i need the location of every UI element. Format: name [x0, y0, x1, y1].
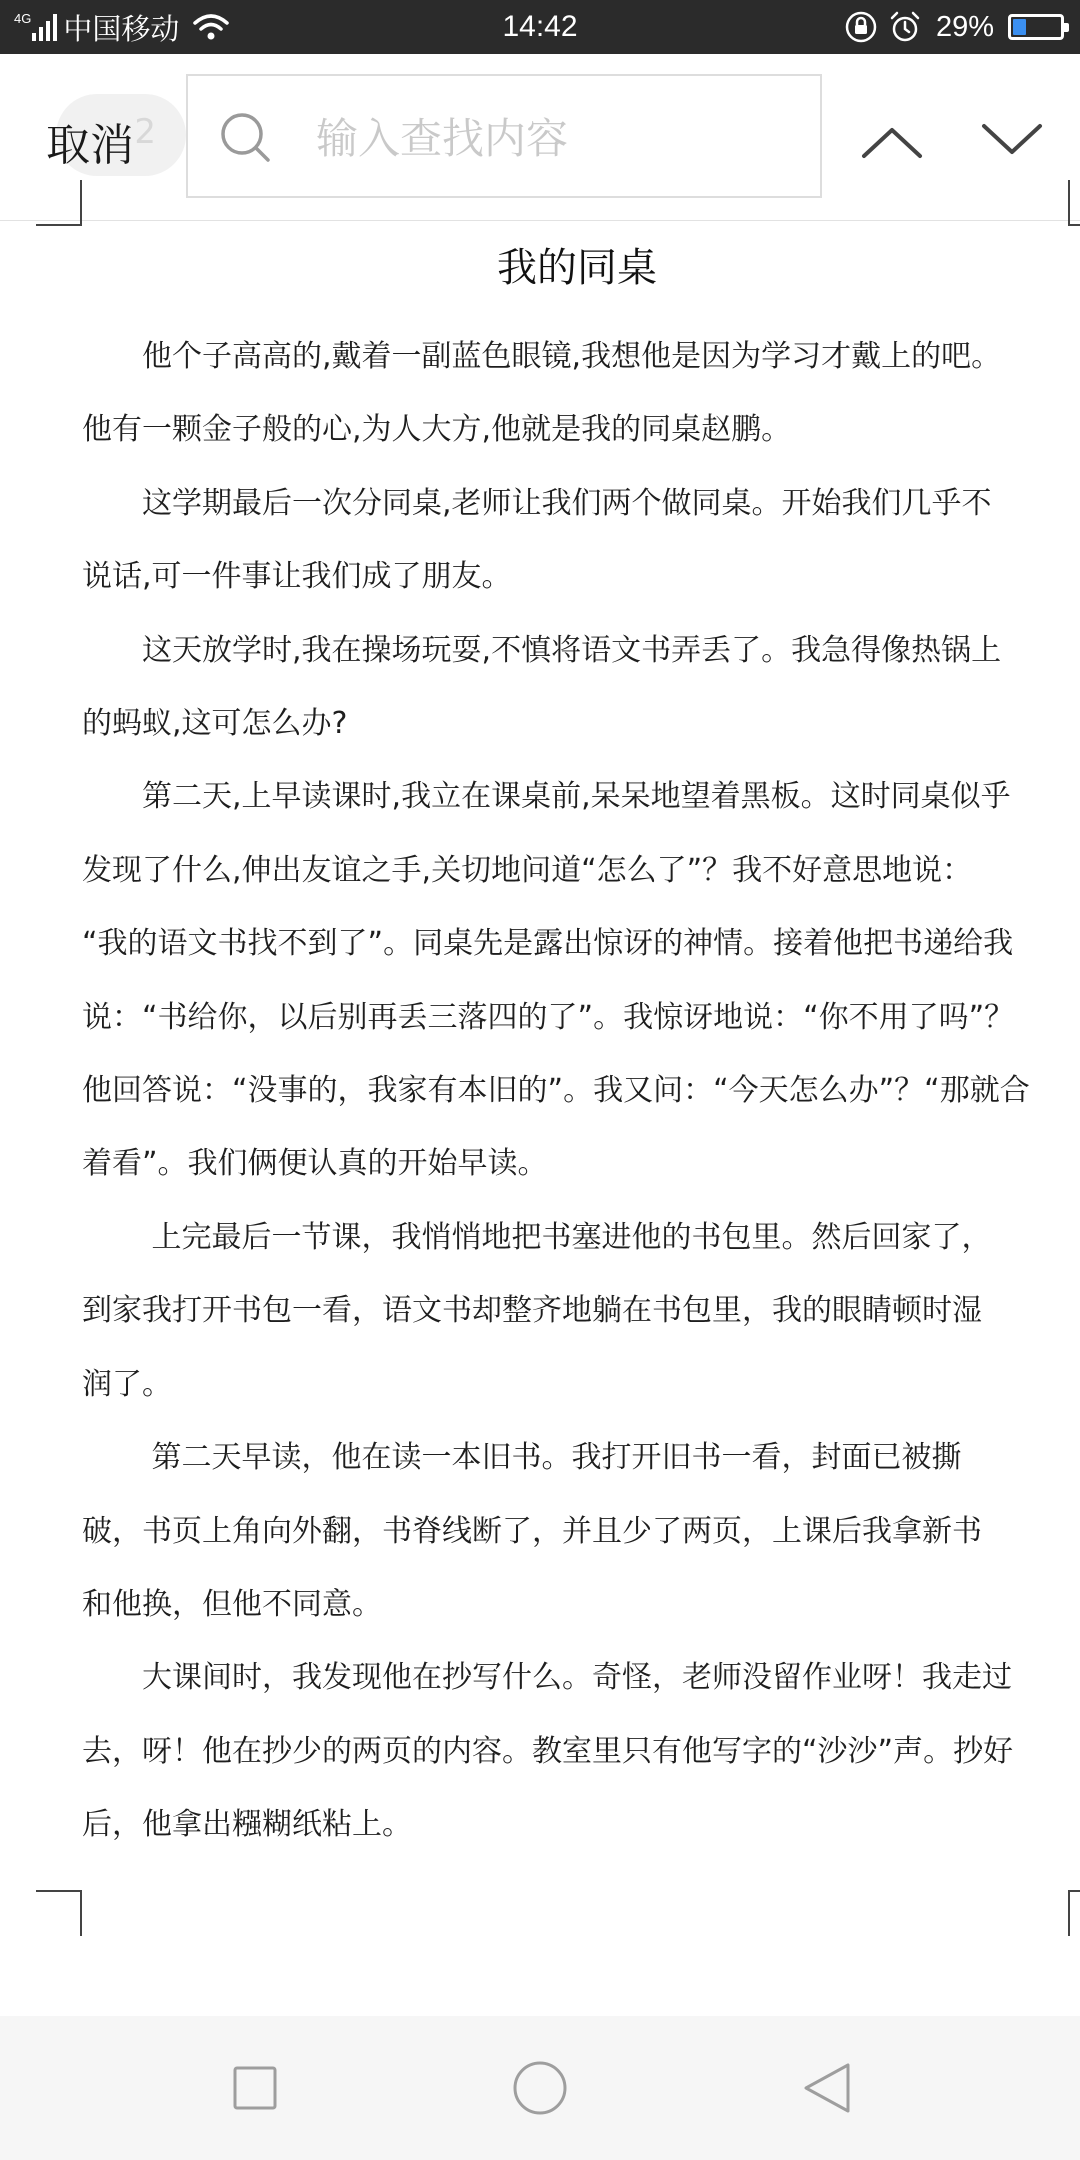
paragraph [82, 467, 1072, 614]
search-icon [218, 110, 274, 166]
recent-apps-icon [215, 2048, 295, 2128]
chevron-up-icon [852, 100, 932, 180]
page-crop-mark-top-left [36, 180, 82, 226]
paragraph-line: 到家我打开书包一看，语文书却整齐地躺在书包里，我的眼睛顿时湿 [82, 1293, 982, 1329]
paragraph-line: 他个子高高的,戴着一副蓝色眼镜,我想他是因为学习才戴上的吧。 [82, 339, 1002, 374]
background-badge-count: 2 [134, 112, 156, 152]
network-type-label: 4G [14, 10, 32, 26]
paragraph-line: 他有一颗金子般的心,为人大方,他就是我的同桌赵鹏。 [82, 412, 792, 448]
paragraph-line: 后，他拿出糨糊纸粘上。 [82, 1807, 412, 1843]
paragraph-line: 说：“书给你，以后别再丢三落四的了”。我惊讶地说：“你不用了吗”？ [82, 999, 1015, 1035]
back-icon [788, 2048, 868, 2128]
paragraph-line: 上完最后一节课，我悄悄地把书塞进他的书包里。然后回家了， [82, 1219, 992, 1255]
alarm-icon [888, 10, 922, 44]
paragraph [82, 1201, 1072, 1421]
paragraph-line: 第二天早读，他在读一本旧书。我打开旧书一看，封面已被撕 [82, 1440, 962, 1476]
battery-icon [1008, 14, 1064, 40]
paragraph-line: 这学期最后一次分同桌,老师让我们两个做同桌。开始我们几乎不 [82, 485, 992, 521]
status-right [844, 0, 1064, 54]
paragraph-line: 着看”。我们俩便认真的开始早读。 [82, 1146, 548, 1182]
paragraph [82, 1421, 1072, 1641]
cancel-button[interactable]: 取消 [46, 108, 134, 184]
search-box[interactable] [186, 74, 822, 198]
paragraph-line: 和他换，但他不同意。 [82, 1586, 382, 1622]
paragraph-line: 他回答说：“没事的，我家有本旧的”。我又问：“今天怎么办”？“那就合 [82, 1073, 1030, 1109]
paragraph [82, 760, 1072, 1200]
page-crop-mark-top-right [1068, 180, 1080, 226]
status-time: 14:42 [502, 10, 578, 43]
paragraph [82, 1641, 1072, 1861]
paragraph-line: 第二天,上早读课时,我立在课桌前,呆呆地望着黑板。这时同桌似乎 [82, 779, 1011, 815]
paragraph [82, 614, 1072, 761]
paragraph-line: 这天放学时,我在操场玩耍,不慎将语文书弄丢了。我急得像热锅上 [82, 632, 1002, 668]
status-bar [0, 0, 1080, 54]
paragraph-line: 润了。 [82, 1366, 172, 1402]
chevron-down-icon [972, 100, 1052, 180]
back-button[interactable] [788, 2048, 868, 2128]
previous-match-button[interactable] [852, 100, 932, 180]
recent-apps-button[interactable] [215, 2048, 295, 2128]
paragraph [82, 320, 1072, 467]
next-match-button[interactable] [972, 100, 1052, 180]
document-title: 我的同桌 [497, 245, 657, 291]
lock-rotation-icon [844, 10, 878, 44]
paragraph-line: 说话,可一件事让我们成了朋友。 [82, 559, 512, 595]
find-in-document-bar [0, 54, 1080, 221]
paragraph-line: 大课间时，我发现他在抄写什么。奇怪，老师没留作业呀！我走过 [82, 1660, 1012, 1696]
paragraph-line: 去，呀！他在抄少的两页的内容。教室里只有他写字的“沙沙”声。抄好 [82, 1733, 1014, 1769]
system-navigation-bar [0, 2016, 1080, 2160]
page-crop-mark-bottom-right [1068, 1890, 1080, 1936]
home-icon [500, 2048, 580, 2128]
paragraph-line: 的蚂蚁,这可怎么办? [82, 706, 348, 742]
search-input[interactable] [316, 104, 796, 172]
carrier-label: 中国移动 [63, 13, 180, 46]
page-crop-mark-bottom-left [36, 1890, 82, 1936]
paragraph-line: 破，书页上角向外翻，书脊线断了，并且少了两页，上课后我拿新书 [82, 1513, 982, 1549]
battery-level-fill [1013, 19, 1026, 35]
document-body [82, 320, 1072, 1862]
paragraph-line: 发现了什么,伸出友谊之手,关切地问道“怎么了”？我不好意思地说： [82, 852, 973, 888]
battery-percent: 29% [935, 10, 994, 43]
document-page[interactable] [82, 232, 1072, 1862]
paragraph-line: “我的语文书找不到了”。同桌先是露出惊讶的神情。接着他把书递给我 [82, 926, 1014, 962]
home-button[interactable] [500, 2048, 580, 2128]
